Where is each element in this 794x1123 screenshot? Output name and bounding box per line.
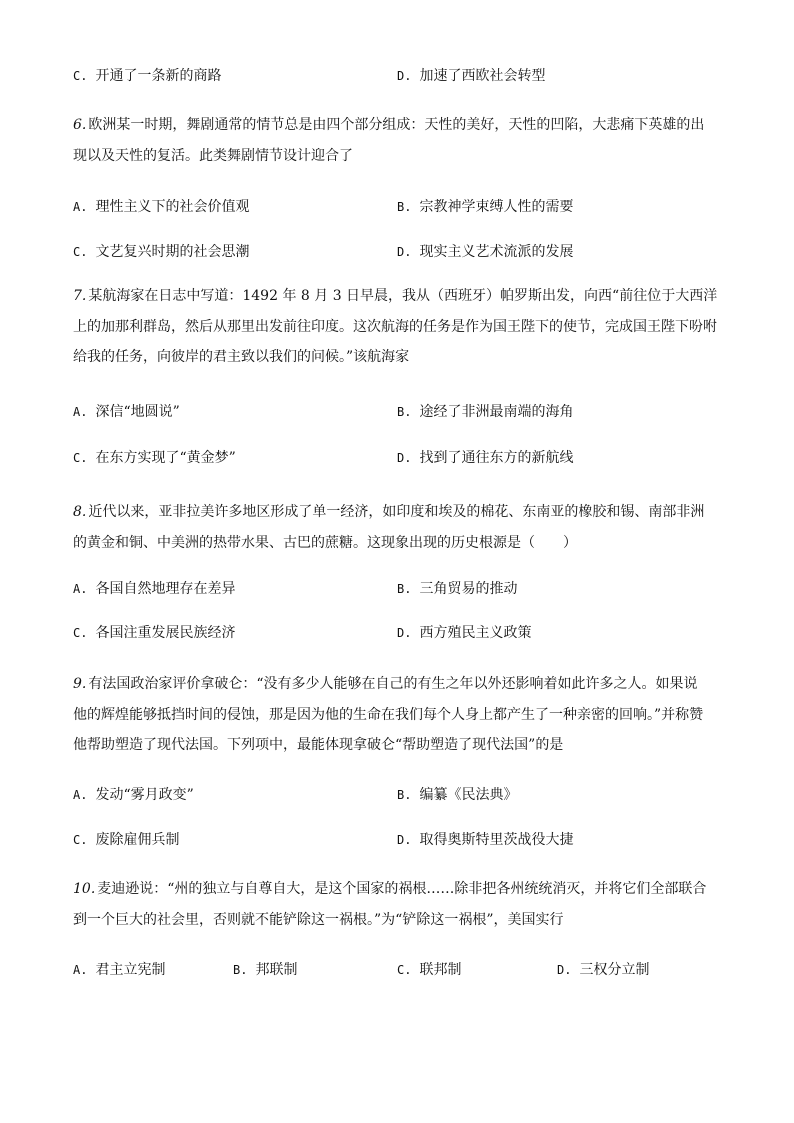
q6-options-row-cd: [73, 241, 733, 263]
q9-option-d[interactable]: D. 取得奥斯特里茨战役大捷: [397, 832, 574, 848]
q9-stem-line: 他帮助塑造了现代法国。下列项中，最能体现拿破仑“帮助塑造了现代法国”的是: [73, 737, 564, 753]
q10-stem-line: 到一个巨大的社会里，否则就不能铲除这一祸根。”为“铲除这一祸根”，美国实行: [73, 911, 564, 928]
q8-options-row-ab: [73, 578, 733, 600]
q8-stem-line: 的黄金和铜、中美洲的热带水果、古巴的蔗糖。这现象出现的历史根源是（ ）: [73, 534, 577, 551]
q7-stem-line: 上的加那利群岛，然后从那里出发前往印度。这次航海的任务是作为国王陛下的使节，完成国王陛下吩咐: [73, 318, 717, 335]
q7-options-row-ab: [73, 401, 733, 423]
q10-stem-line: 10. 麦迪逊说：“州的独立与自尊自大，是这个国家的祸根……除非把各州统统消灭，并将它们全部联合: [73, 881, 707, 897]
q6-option-b[interactable]: B. 宗教神学束缚人性的需要: [397, 199, 574, 215]
q10-option-c[interactable]: C. 联邦制: [397, 962, 462, 978]
q9-options-row-cd: [73, 829, 733, 851]
q8-option-d[interactable]: D. 西方殖民主义政策: [397, 625, 532, 641]
q10-option-b[interactable]: B. 邦联制: [233, 962, 298, 978]
q7-option-d[interactable]: D. 找到了通往东方的新航线: [397, 450, 574, 466]
q6-option-d[interactable]: D. 现实主义艺术流派的发展: [397, 244, 574, 260]
q9-option-c[interactable]: C. 废除雇佣兵制: [73, 832, 180, 848]
q6-stem-line: 6. 欧洲某一时期，舞剧通常的情节总是由四个部分组成：天性的美好，天性的凹陷，大悲痛下英雄的出: [73, 117, 705, 133]
q5-option-d[interactable]: D. 加速了西欧社会转型: [397, 68, 546, 84]
q9-option-a[interactable]: A. 发动“雾月政变”: [73, 787, 194, 803]
q7-option-b[interactable]: B. 途经了非洲最南端的海角: [397, 404, 574, 420]
q10-option-a[interactable]: A. 君主立宪制: [73, 962, 166, 978]
q9-options-row-ab: [73, 784, 733, 806]
q6-options-row-ab: [73, 196, 733, 218]
q7-option-c[interactable]: C. 在东方实现了“黄金梦”: [73, 450, 236, 466]
q10-option-d[interactable]: D. 三权分立制: [557, 962, 650, 978]
q10-options-row: [73, 959, 733, 981]
q8-stem-line: 8. 近代以来，亚非拉美许多地区形成了单一经济，如印度和埃及的棉花、东南亚的橡胶和锡、南部非洲: [73, 504, 705, 520]
q8-option-b[interactable]: B. 三角贸易的推动: [397, 581, 518, 597]
q8-stem: [73, 497, 725, 558]
q7-stem-line: 给我的任务，向彼岸的君主致以我们的问候。”该航海家: [73, 349, 410, 365]
q10-stem: [73, 874, 725, 935]
q6-stem: [73, 110, 725, 171]
q7-option-a[interactable]: A. 深信“地圆说”: [73, 404, 180, 420]
q7-stem: [73, 281, 725, 373]
q7-stem-line: 7. 某航海家在日志中写道：1492 年 8 月 3 日早晨，我从（西班牙）帕罗斯出发，向西“前往位于大西洋: [73, 288, 718, 304]
q8-options-row-cd: [73, 622, 733, 644]
q9-stem-line: 9. 有法国政治家评价拿破仑：“没有多少人能够在自己的有生之年以外还影响着如此许多之人。如果说: [73, 676, 698, 692]
q8-option-c[interactable]: C. 各国注重发展民族经济: [73, 625, 236, 641]
q6-option-a[interactable]: A. 理性主义下的社会价值观: [73, 199, 250, 215]
q6-option-c[interactable]: C. 文艺复兴时期的社会思潮: [73, 244, 250, 260]
q7-options-row-cd: [73, 447, 733, 469]
q5-options-row-cd: [73, 65, 733, 87]
q6-stem-line: 现以及天性的复活。此类舞剧情节设计迎合了: [73, 147, 353, 164]
q8-option-a[interactable]: A. 各国自然地理存在差异: [73, 581, 236, 597]
q9-option-b[interactable]: B. 编纂《民法典》: [397, 787, 518, 803]
q9-stem: [73, 669, 725, 761]
q5-option-c[interactable]: C. 开通了一条新的商路: [73, 68, 222, 84]
q9-stem-line: 他的辉煌能够抵挡时间的侵蚀，那是因为他的生命在我们每个人身上都产生了一种亲密的回响。”并称赞: [73, 706, 704, 723]
